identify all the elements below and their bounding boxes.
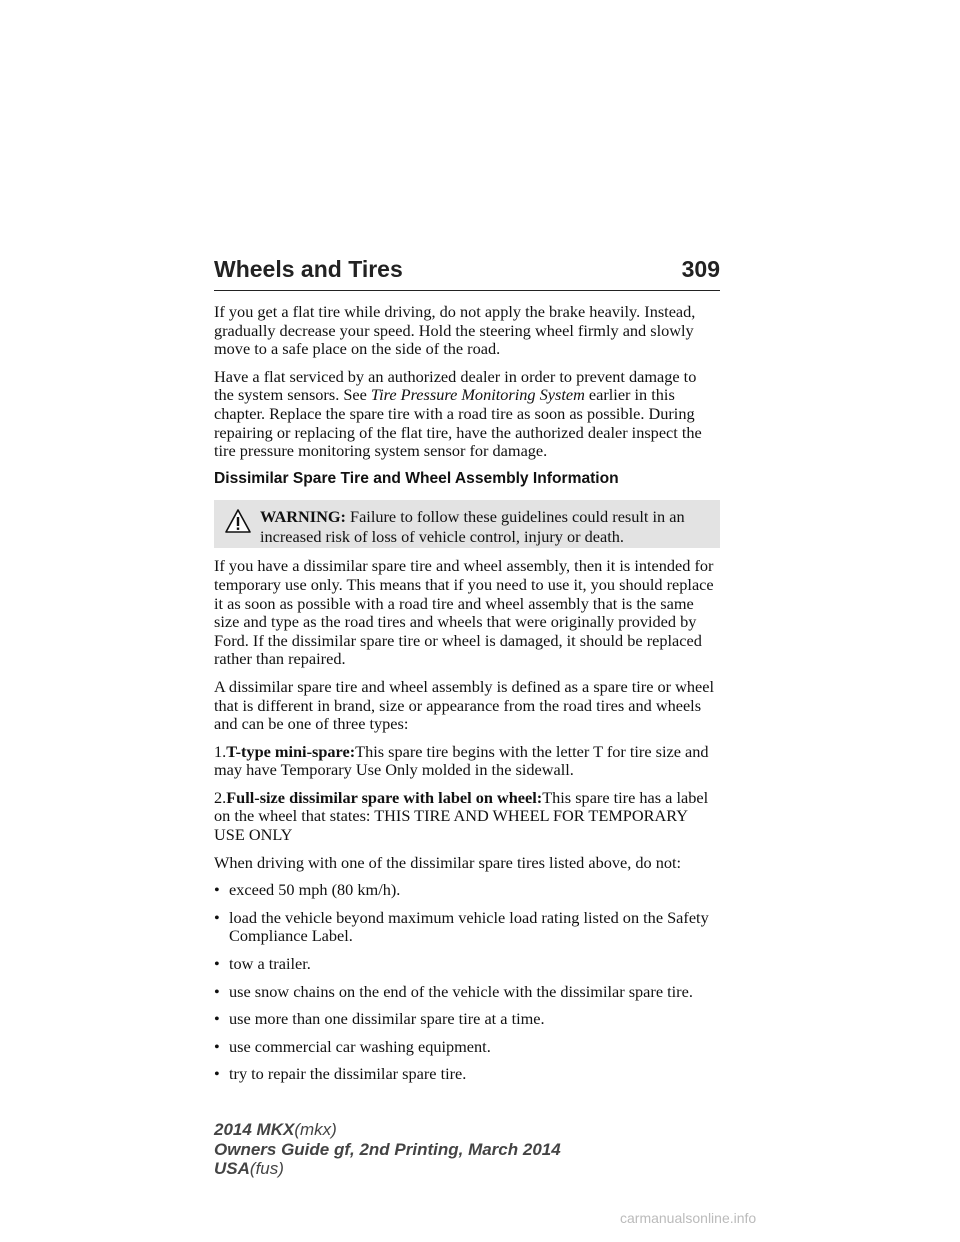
warning-text: Failure to follow these guidelines could result in an increased risk of loss of vehicle control, injury or death. <box>260 507 685 546</box>
page-title: Wheels and Tires <box>214 256 403 282</box>
bullet-list <box>214 881 720 1084</box>
footer-market-code: (fus) <box>249 1159 284 1178</box>
bullet-item <box>214 955 720 974</box>
bullet-item <box>214 1010 720 1029</box>
item-text: This spare tire begins with the letter T for tire size and may have Temporary Use Only molded in the sidewall. <box>214 741 709 780</box>
bullet-text: exceed 50 mph (80 km/h). <box>229 880 401 900</box>
item-text: This spare tire has a label on the wheel that states: THIS TIRE AND WHEEL FOR TEMPORARY USE ONLY <box>214 787 709 845</box>
item-number: 2. <box>214 787 227 807</box>
bullet-text: use commercial car washing equipment. <box>229 1036 491 1056</box>
bullet-item <box>214 1038 720 1057</box>
warning-label: WARNING: <box>260 507 346 527</box>
paragraph-flat-service-end: earlier in this chapter. Replace the spare tire with a road tire as soon as possible. During repairing or replacing of the flat tire, have the authorized dealer inspect the tire pressure monitoring system sensor for damage. <box>214 385 702 461</box>
item-title: T-type mini-spare: <box>226 741 356 761</box>
list-item-t-type <box>214 743 720 780</box>
bullet-icon: • <box>214 1009 220 1029</box>
bullet-icon: • <box>214 880 220 900</box>
section-heading: Dissimilar Spare Tire and Wheel Assembly Information <box>214 469 619 487</box>
paragraph-do-not: When driving with one of the dissimilar spare tires listed above, do not: <box>214 852 682 872</box>
paragraph-dissimilar-use: If you have a dissimilar spare tire and wheel assembly, then it is intended for temporary use only. This means that if you need to use it, you should replace it as soon as possible with a road tire and wheel assembly that is the same size and type as the road tires and wheels that were originally provided by Ford. If the dissimilar spare tire or wheel is damaged, it should be replaced rather than repaired. <box>214 556 714 669</box>
paragraph-dissimilar-definition: A dissimilar spare tire and wheel assembly is defined as a spare tire or wheel that is different in brand, size or appearance from the road tires and wheels and can be one of three types: <box>214 676 715 734</box>
warning-triangle-icon <box>224 508 252 534</box>
bullet-text: load the vehicle beyond maximum vehicle load rating listed on the Safety Compliance Label. <box>229 907 709 946</box>
page-content <box>214 303 720 1093</box>
bullet-item <box>214 1065 720 1084</box>
footer-model: 2014 MKX <box>214 1120 295 1139</box>
bullet-text: use more than one dissimilar spare tire at a time. <box>229 1009 545 1029</box>
bullet-icon: • <box>214 981 220 1001</box>
bullet-icon: • <box>214 1064 220 1084</box>
bullet-item <box>214 983 720 1002</box>
document-footer <box>214 1120 561 1179</box>
bullet-icon: • <box>214 907 220 927</box>
bullet-text: try to repair the dissimilar spare tire. <box>229 1064 467 1084</box>
tpms-reference: Tire Pressure Monitoring System <box>370 385 585 405</box>
item-title: Full-size dissimilar spare with label on wheel: <box>226 787 543 807</box>
item-number: 1. <box>214 741 227 761</box>
page-header <box>214 256 720 291</box>
footer-model-code: (mkx) <box>294 1120 337 1139</box>
footer-line-model <box>214 1120 561 1140</box>
footer-printing: Owners Guide gf, 2nd Printing, March 2014 <box>214 1139 561 1159</box>
bullet-icon: • <box>214 1036 220 1056</box>
bullet-item <box>214 909 720 946</box>
warning-box <box>214 500 720 548</box>
watermark: carmanualsonline.info <box>620 1210 757 1226</box>
paragraph-flat-service-start: Have a flat serviced by an authorized dealer in order to prevent damage to the system sensors. See <box>214 366 697 405</box>
bullet-item <box>214 881 720 900</box>
footer-line-market <box>214 1159 561 1179</box>
bullet-text: tow a trailer. <box>229 954 311 974</box>
bullet-text: use snow chains on the end of the vehicle with the dissimilar spare tire. <box>229 981 693 1001</box>
page-number: 309 <box>681 256 720 282</box>
footer-market: USA <box>214 1159 250 1178</box>
list-item-full-size <box>214 789 720 845</box>
paragraph-flat-service <box>214 368 720 461</box>
paragraph-flat-tire: If you get a flat tire while driving, do not apply the brake heavily. Instead, gradually decrease your speed. Hold the steering wheel firmly and slowly move to a safe place on the side of the road. <box>214 302 696 359</box>
bullet-icon: • <box>214 954 220 974</box>
